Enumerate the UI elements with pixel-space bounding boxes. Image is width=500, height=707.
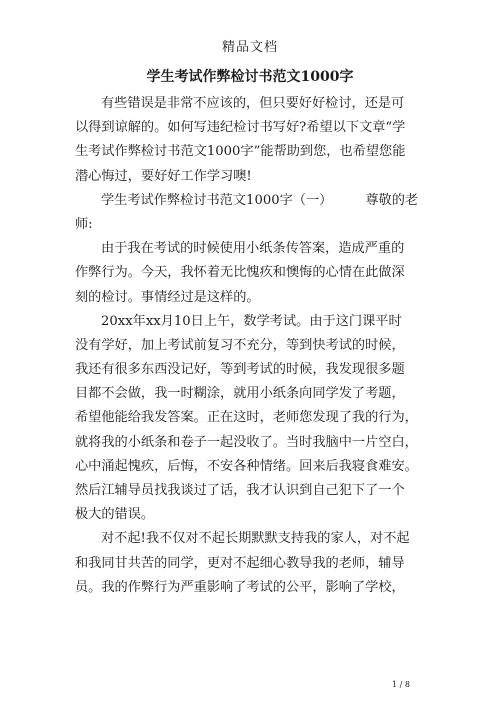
page-header: 精品文档 — [221, 40, 278, 55]
body-text-line: 以得到谅解的。如何写违纪检讨书写好?希望以下文章“学 — [75, 120, 406, 136]
body-text-line: 极大的错误。 — [75, 507, 155, 523]
body-text-line: 心中涌起愧疚，后悔，不安各种情绪。回来后我寝食难安。 — [75, 458, 418, 474]
body-text-line: 生考试作弊检讨书范文1000字”能帮助到您，也希望您能 — [75, 144, 406, 160]
body-text-line: 目都不会做，我一时糊涂，就用小纸条向同学发了考题， — [75, 386, 405, 402]
page-number: 1 / 8 — [392, 680, 410, 689]
body-text-line: 对不起!我不仅对不起长期默默支持我的家人，对不起 — [101, 531, 410, 547]
body-text-line: 潜心悔过，要好好工作学习噢! — [75, 168, 252, 184]
body-text-line: 作弊行为。今天，我怀着无比愧疚和懊悔的心情在此做深 — [75, 265, 405, 281]
body-text-line: 20xx年xx月10日上午，数学考试。由于这门课平时 — [101, 313, 402, 329]
document-title: 学生考试作弊检讨书范文1000字 — [146, 69, 354, 85]
body-text-line: 我还有很多东西没记好，等到考试的时候，我发现很多题 — [75, 362, 405, 378]
body-text-line: 和我同甘共苦的同学，更对不起细心教导我的老师，辅导 — [75, 555, 405, 571]
body-text-line: 然后江辅导员找我谈过了话，我才认识到自己犯下了一个 — [75, 483, 405, 498]
body-text-line: 有些错误是非常不应该的，但只要好好检讨，还是可 — [101, 96, 405, 111]
body-text-line: 员。我的作弊行为严重影响了考试的公平，影响了学校， — [75, 579, 405, 595]
body-text-line: 师: — [75, 216, 93, 232]
document-body — [75, 92, 427, 600]
body-text-line: 由于我在考试的时候使用小纸条传答案，造成严重的 — [101, 241, 405, 257]
body-text-line: 没有学好，加上考试前复习不充分，等到快考试的时候， — [75, 337, 405, 353]
body-text-line: 刻的检讨。事情经过是这样的。 — [75, 289, 260, 305]
body-text-line: 希望他能给我发答案。正在这时，老师您发现了我的行为， — [75, 410, 418, 426]
body-text-line: 就将我的小纸条和卷子一起没收了。当时我脑中一片空白， — [75, 434, 418, 450]
body-text-line: 学生考试作弊检讨书范文1000字（一） 尊敬的老 — [101, 192, 419, 208]
